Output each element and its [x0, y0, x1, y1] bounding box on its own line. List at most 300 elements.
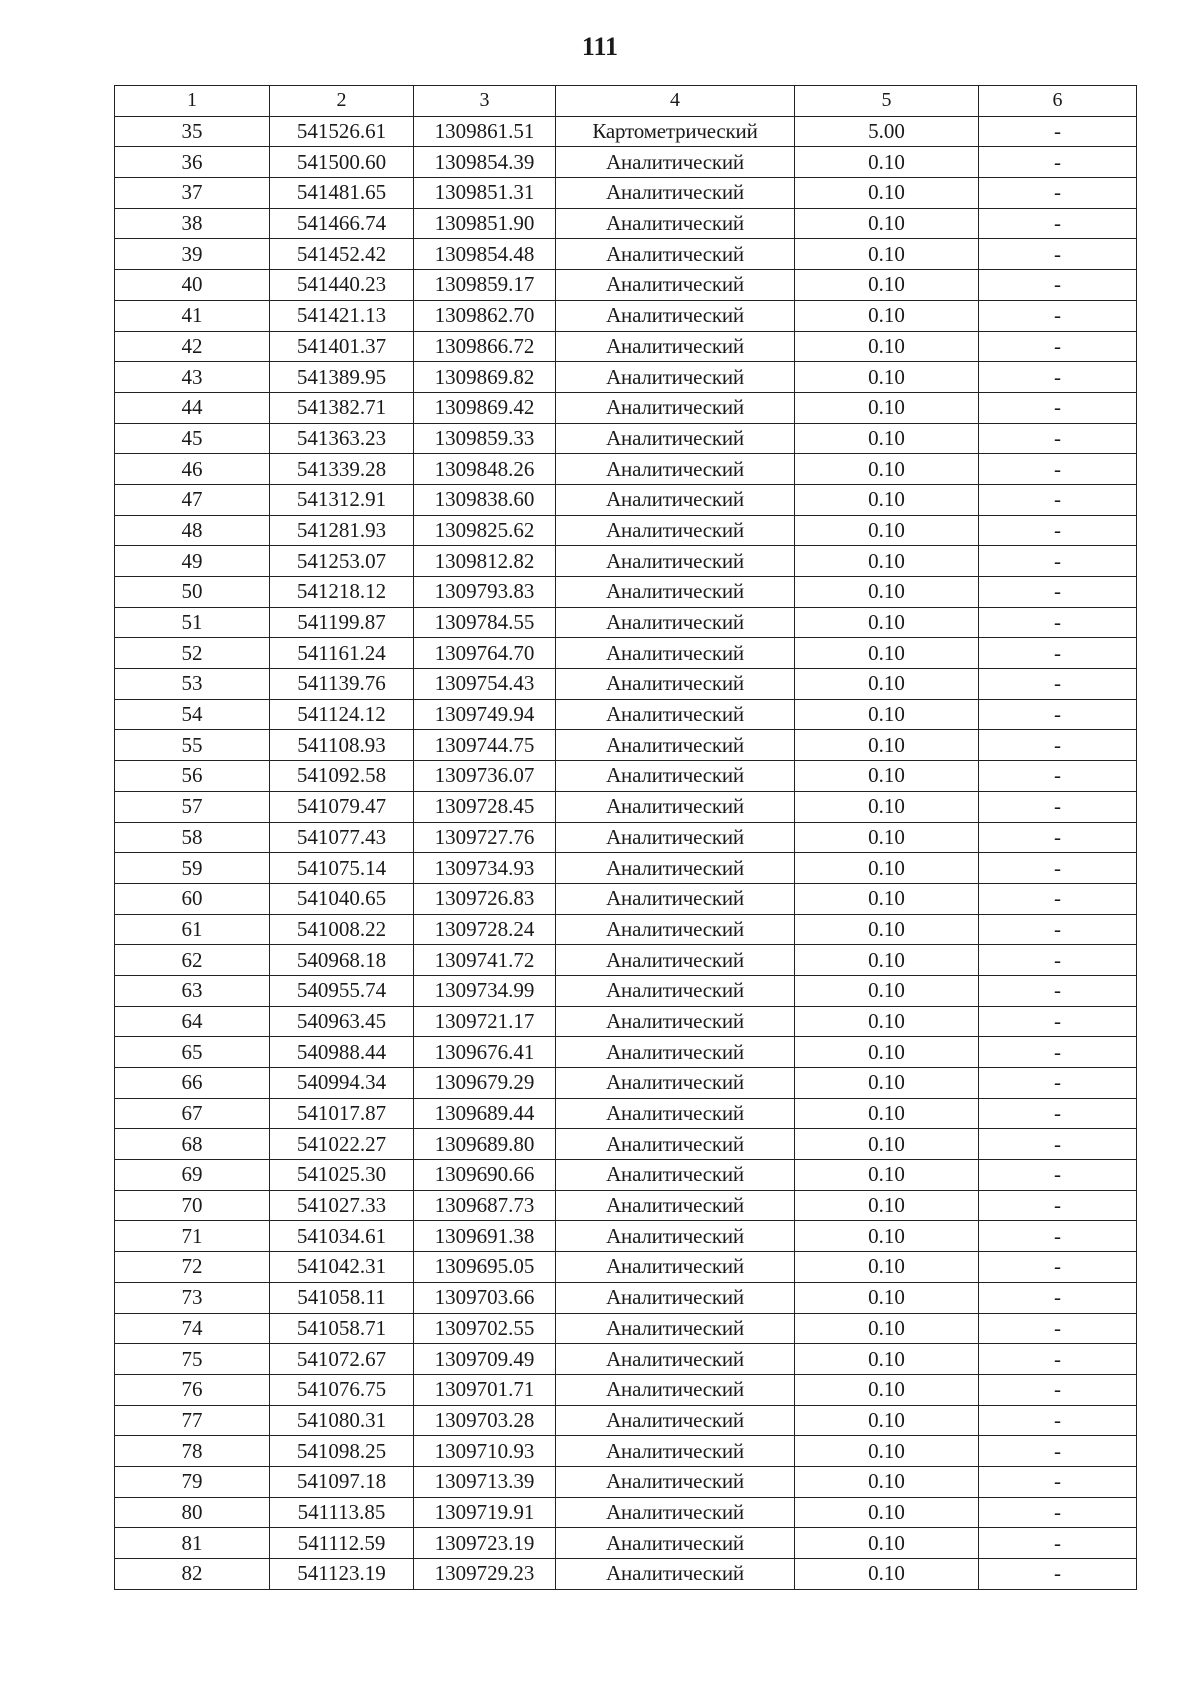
x-coordinate-cell: 541075.14: [270, 853, 414, 884]
x-coordinate-cell: 540968.18: [270, 945, 414, 976]
point-number-cell: 37: [115, 178, 270, 209]
method-cell: Аналитический: [556, 1221, 795, 1252]
x-coordinate-cell: 541124.12: [270, 699, 414, 730]
y-coordinate-cell: 1309690.66: [414, 1160, 556, 1191]
note-cell: -: [979, 1436, 1137, 1467]
method-cell: Аналитический: [556, 546, 795, 577]
note-cell: -: [979, 914, 1137, 945]
method-cell: Аналитический: [556, 1252, 795, 1283]
column-header-3: 3: [414, 86, 556, 117]
x-coordinate-cell: 540955.74: [270, 975, 414, 1006]
note-cell: -: [979, 454, 1137, 485]
accuracy-cell: 0.10: [795, 147, 979, 178]
point-number-cell: 51: [115, 607, 270, 638]
accuracy-cell: 0.10: [795, 1129, 979, 1160]
note-cell: -: [979, 730, 1137, 761]
table-row: [115, 883, 1137, 914]
accuracy-cell: 0.10: [795, 1528, 979, 1559]
y-coordinate-cell: 1309812.82: [414, 546, 556, 577]
accuracy-cell: 0.10: [795, 1006, 979, 1037]
accuracy-cell: 0.10: [795, 699, 979, 730]
point-number-cell: 64: [115, 1006, 270, 1037]
table-row: [115, 1497, 1137, 1528]
point-number-cell: 79: [115, 1466, 270, 1497]
method-cell: Аналитический: [556, 730, 795, 761]
y-coordinate-cell: 1309691.38: [414, 1221, 556, 1252]
table-row: [115, 822, 1137, 853]
column-header-1: 1: [115, 86, 270, 117]
x-coordinate-cell: 541440.23: [270, 270, 414, 301]
accuracy-cell: 0.10: [795, 1282, 979, 1313]
note-cell: -: [979, 1466, 1137, 1497]
table-row: [115, 1006, 1137, 1037]
table-row: [115, 761, 1137, 792]
method-cell: Аналитический: [556, 945, 795, 976]
x-coordinate-cell: 541500.60: [270, 147, 414, 178]
table-row: [115, 730, 1137, 761]
x-coordinate-cell: 541058.71: [270, 1313, 414, 1344]
y-coordinate-cell: 1309862.70: [414, 300, 556, 331]
method-cell: Аналитический: [556, 1129, 795, 1160]
x-coordinate-cell: 541098.25: [270, 1436, 414, 1467]
accuracy-cell: 0.10: [795, 331, 979, 362]
y-coordinate-cell: 1309736.07: [414, 761, 556, 792]
table-row: [115, 914, 1137, 945]
table-row: [115, 454, 1137, 485]
y-coordinate-cell: 1309848.26: [414, 454, 556, 485]
point-number-cell: 72: [115, 1252, 270, 1283]
table-row: [115, 515, 1137, 546]
method-cell: Аналитический: [556, 423, 795, 454]
point-number-cell: 55: [115, 730, 270, 761]
accuracy-cell: 0.10: [795, 1098, 979, 1129]
x-coordinate-cell: 541040.65: [270, 883, 414, 914]
method-cell: Аналитический: [556, 791, 795, 822]
table-row: [115, 607, 1137, 638]
note-cell: -: [979, 1528, 1137, 1559]
table-body: [115, 116, 1137, 1589]
point-number-cell: 70: [115, 1190, 270, 1221]
table-row: [115, 1559, 1137, 1590]
table-row: [115, 1190, 1137, 1221]
x-coordinate-cell: 540963.45: [270, 1006, 414, 1037]
note-cell: -: [979, 883, 1137, 914]
y-coordinate-cell: 1309710.93: [414, 1436, 556, 1467]
y-coordinate-cell: 1309744.75: [414, 730, 556, 761]
x-coordinate-cell: 541382.71: [270, 392, 414, 423]
x-coordinate-cell: 541042.31: [270, 1252, 414, 1283]
note-cell: -: [979, 1037, 1137, 1068]
note-cell: -: [979, 1405, 1137, 1436]
note-cell: -: [979, 239, 1137, 270]
accuracy-cell: 0.10: [795, 484, 979, 515]
column-header-2: 2: [270, 86, 414, 117]
table-row: [115, 116, 1137, 147]
x-coordinate-cell: 541097.18: [270, 1466, 414, 1497]
table-row: [115, 1344, 1137, 1375]
method-cell: Аналитический: [556, 1037, 795, 1068]
y-coordinate-cell: 1309754.43: [414, 669, 556, 700]
accuracy-cell: 0.10: [795, 270, 979, 301]
y-coordinate-cell: 1309702.55: [414, 1313, 556, 1344]
note-cell: -: [979, 147, 1137, 178]
x-coordinate-cell: 541112.59: [270, 1528, 414, 1559]
method-cell: Картометрический: [556, 116, 795, 147]
x-coordinate-cell: 541108.93: [270, 730, 414, 761]
method-cell: Аналитический: [556, 577, 795, 608]
accuracy-cell: 0.10: [795, 1190, 979, 1221]
x-coordinate-cell: 541113.85: [270, 1497, 414, 1528]
x-coordinate-cell: 541161.24: [270, 638, 414, 669]
note-cell: -: [979, 1313, 1137, 1344]
method-cell: Аналитический: [556, 362, 795, 393]
accuracy-cell: 0.10: [795, 822, 979, 853]
table-row: [115, 1221, 1137, 1252]
accuracy-cell: 0.10: [795, 975, 979, 1006]
y-coordinate-cell: 1309734.99: [414, 975, 556, 1006]
x-coordinate-cell: 541199.87: [270, 607, 414, 638]
note-cell: -: [979, 1006, 1137, 1037]
y-coordinate-cell: 1309689.80: [414, 1129, 556, 1160]
table-row: [115, 1068, 1137, 1099]
y-coordinate-cell: 1309695.05: [414, 1252, 556, 1283]
point-number-cell: 54: [115, 699, 270, 730]
x-coordinate-cell: 541312.91: [270, 484, 414, 515]
method-cell: Аналитический: [556, 454, 795, 485]
method-cell: Аналитический: [556, 1282, 795, 1313]
table-row: [115, 975, 1137, 1006]
table-row: [115, 362, 1137, 393]
accuracy-cell: 0.10: [795, 730, 979, 761]
point-number-cell: 63: [115, 975, 270, 1006]
x-coordinate-cell: 541218.12: [270, 577, 414, 608]
accuracy-cell: 5.00: [795, 116, 979, 147]
accuracy-cell: 0.10: [795, 454, 979, 485]
y-coordinate-cell: 1309676.41: [414, 1037, 556, 1068]
y-coordinate-cell: 1309825.62: [414, 515, 556, 546]
table-row: [115, 1436, 1137, 1467]
table-row: [115, 546, 1137, 577]
method-cell: Аналитический: [556, 975, 795, 1006]
accuracy-cell: 0.10: [795, 638, 979, 669]
page-number: 111: [581, 32, 619, 61]
accuracy-cell: 0.10: [795, 791, 979, 822]
table-row: [115, 1252, 1137, 1283]
point-number-cell: 67: [115, 1098, 270, 1129]
y-coordinate-cell: 1309866.72: [414, 331, 556, 362]
point-number-cell: 52: [115, 638, 270, 669]
accuracy-cell: 0.10: [795, 1344, 979, 1375]
note-cell: -: [979, 392, 1137, 423]
method-cell: Аналитический: [556, 392, 795, 423]
point-number-cell: 44: [115, 392, 270, 423]
y-coordinate-cell: 1309703.66: [414, 1282, 556, 1313]
x-coordinate-cell: 541526.61: [270, 116, 414, 147]
accuracy-cell: 0.10: [795, 607, 979, 638]
point-number-cell: 59: [115, 853, 270, 884]
point-number-cell: 47: [115, 484, 270, 515]
coordinates-table: [114, 85, 1137, 1590]
table-row: [115, 239, 1137, 270]
accuracy-cell: 0.10: [795, 577, 979, 608]
note-cell: -: [979, 1221, 1137, 1252]
method-cell: Аналитический: [556, 1405, 795, 1436]
note-cell: -: [979, 515, 1137, 546]
y-coordinate-cell: 1309728.24: [414, 914, 556, 945]
note-cell: -: [979, 1160, 1137, 1191]
note-cell: -: [979, 116, 1137, 147]
x-coordinate-cell: 541281.93: [270, 515, 414, 546]
table-row: [115, 208, 1137, 239]
y-coordinate-cell: 1309838.60: [414, 484, 556, 515]
note-cell: -: [979, 1344, 1137, 1375]
accuracy-cell: 0.10: [795, 1497, 979, 1528]
method-cell: Аналитический: [556, 1559, 795, 1590]
note-cell: -: [979, 362, 1137, 393]
table-row: [115, 1037, 1137, 1068]
note-cell: -: [979, 1497, 1137, 1528]
note-cell: -: [979, 791, 1137, 822]
table-row: [115, 638, 1137, 669]
accuracy-cell: 0.10: [795, 423, 979, 454]
method-cell: Аналитический: [556, 1006, 795, 1037]
method-cell: Аналитический: [556, 853, 795, 884]
y-coordinate-cell: 1309703.28: [414, 1405, 556, 1436]
y-coordinate-cell: 1309851.90: [414, 208, 556, 239]
method-cell: Аналитический: [556, 1528, 795, 1559]
accuracy-cell: 0.10: [795, 945, 979, 976]
method-cell: Аналитический: [556, 270, 795, 301]
y-coordinate-cell: 1309728.45: [414, 791, 556, 822]
y-coordinate-cell: 1309859.33: [414, 423, 556, 454]
method-cell: Аналитический: [556, 1344, 795, 1375]
accuracy-cell: 0.10: [795, 1405, 979, 1436]
note-cell: -: [979, 208, 1137, 239]
method-cell: Аналитический: [556, 638, 795, 669]
method-cell: Аналитический: [556, 484, 795, 515]
method-cell: Аналитический: [556, 239, 795, 270]
accuracy-cell: 0.10: [795, 761, 979, 792]
y-coordinate-cell: 1309734.93: [414, 853, 556, 884]
table-row: [115, 1160, 1137, 1191]
point-number-cell: 40: [115, 270, 270, 301]
table-row: [115, 392, 1137, 423]
accuracy-cell: 0.10: [795, 239, 979, 270]
x-coordinate-cell: 541079.47: [270, 791, 414, 822]
table-row: [115, 853, 1137, 884]
point-number-cell: 62: [115, 945, 270, 976]
note-cell: -: [979, 853, 1137, 884]
point-number-cell: 75: [115, 1344, 270, 1375]
method-cell: Аналитический: [556, 1313, 795, 1344]
y-coordinate-cell: 1309784.55: [414, 607, 556, 638]
accuracy-cell: 0.10: [795, 853, 979, 884]
y-coordinate-cell: 1309729.23: [414, 1559, 556, 1590]
accuracy-cell: 0.10: [795, 178, 979, 209]
accuracy-cell: 0.10: [795, 208, 979, 239]
method-cell: Аналитический: [556, 1160, 795, 1191]
accuracy-cell: 0.10: [795, 1068, 979, 1099]
y-coordinate-cell: 1309727.76: [414, 822, 556, 853]
accuracy-cell: 0.10: [795, 1436, 979, 1467]
table-row: [115, 1129, 1137, 1160]
y-coordinate-cell: 1309709.49: [414, 1344, 556, 1375]
note-cell: -: [979, 1129, 1137, 1160]
method-cell: Аналитический: [556, 178, 795, 209]
note-cell: -: [979, 1252, 1137, 1283]
x-coordinate-cell: 541072.67: [270, 1344, 414, 1375]
table-row: [115, 699, 1137, 730]
table-row: [115, 1282, 1137, 1313]
y-coordinate-cell: 1309793.83: [414, 577, 556, 608]
x-coordinate-cell: 541123.19: [270, 1559, 414, 1590]
method-cell: Аналитический: [556, 331, 795, 362]
table-row: [115, 1528, 1137, 1559]
x-coordinate-cell: 541027.33: [270, 1190, 414, 1221]
accuracy-cell: 0.10: [795, 669, 979, 700]
table-row: [115, 1466, 1137, 1497]
method-cell: Аналитический: [556, 1374, 795, 1405]
note-cell: -: [979, 822, 1137, 853]
table-row: [115, 484, 1137, 515]
point-number-cell: 56: [115, 761, 270, 792]
method-cell: Аналитический: [556, 1497, 795, 1528]
accuracy-cell: 0.10: [795, 362, 979, 393]
point-number-cell: 61: [115, 914, 270, 945]
y-coordinate-cell: 1309749.94: [414, 699, 556, 730]
accuracy-cell: 0.10: [795, 1313, 979, 1344]
x-coordinate-cell: 541421.13: [270, 300, 414, 331]
point-number-cell: 50: [115, 577, 270, 608]
x-coordinate-cell: 541008.22: [270, 914, 414, 945]
point-number-cell: 35: [115, 116, 270, 147]
method-cell: Аналитический: [556, 914, 795, 945]
x-coordinate-cell: 541092.58: [270, 761, 414, 792]
y-coordinate-cell: 1309701.71: [414, 1374, 556, 1405]
table-row: [115, 423, 1137, 454]
method-cell: Аналитический: [556, 515, 795, 546]
accuracy-cell: 0.10: [795, 1037, 979, 1068]
method-cell: Аналитический: [556, 1190, 795, 1221]
x-coordinate-cell: 540994.34: [270, 1068, 414, 1099]
point-number-cell: 82: [115, 1559, 270, 1590]
point-number-cell: 41: [115, 300, 270, 331]
point-number-cell: 68: [115, 1129, 270, 1160]
method-cell: Аналитический: [556, 208, 795, 239]
note-cell: -: [979, 699, 1137, 730]
point-number-cell: 74: [115, 1313, 270, 1344]
accuracy-cell: 0.10: [795, 914, 979, 945]
x-coordinate-cell: 541466.74: [270, 208, 414, 239]
method-cell: Аналитический: [556, 1466, 795, 1497]
table-row: [115, 1098, 1137, 1129]
accuracy-cell: 0.10: [795, 1252, 979, 1283]
accuracy-cell: 0.10: [795, 883, 979, 914]
column-header-6: 6: [979, 86, 1137, 117]
note-cell: -: [979, 1282, 1137, 1313]
accuracy-cell: 0.10: [795, 1160, 979, 1191]
point-number-cell: 66: [115, 1068, 270, 1099]
point-number-cell: 71: [115, 1221, 270, 1252]
point-number-cell: 69: [115, 1160, 270, 1191]
note-cell: -: [979, 300, 1137, 331]
note-cell: -: [979, 484, 1137, 515]
y-coordinate-cell: 1309721.17: [414, 1006, 556, 1037]
column-header-5: 5: [795, 86, 979, 117]
y-coordinate-cell: 1309764.70: [414, 638, 556, 669]
point-number-cell: 38: [115, 208, 270, 239]
point-number-cell: 57: [115, 791, 270, 822]
y-coordinate-cell: 1309741.72: [414, 945, 556, 976]
y-coordinate-cell: 1309869.82: [414, 362, 556, 393]
point-number-cell: 39: [115, 239, 270, 270]
x-coordinate-cell: 541389.95: [270, 362, 414, 393]
method-cell: Аналитический: [556, 883, 795, 914]
accuracy-cell: 0.10: [795, 515, 979, 546]
y-coordinate-cell: 1309726.83: [414, 883, 556, 914]
note-cell: -: [979, 178, 1137, 209]
y-coordinate-cell: 1309689.44: [414, 1098, 556, 1129]
table-row: [115, 1313, 1137, 1344]
x-coordinate-cell: 541034.61: [270, 1221, 414, 1252]
note-cell: -: [979, 1098, 1137, 1129]
table-row: [115, 147, 1137, 178]
y-coordinate-cell: 1309723.19: [414, 1528, 556, 1559]
point-number-cell: 42: [115, 331, 270, 362]
method-cell: Аналитический: [556, 1098, 795, 1129]
note-cell: -: [979, 1559, 1137, 1590]
table-row: [115, 331, 1137, 362]
point-number-cell: 73: [115, 1282, 270, 1313]
note-cell: -: [979, 1190, 1137, 1221]
x-coordinate-cell: 540988.44: [270, 1037, 414, 1068]
point-number-cell: 65: [115, 1037, 270, 1068]
point-number-cell: 43: [115, 362, 270, 393]
x-coordinate-cell: 541139.76: [270, 669, 414, 700]
x-coordinate-cell: 541481.65: [270, 178, 414, 209]
point-number-cell: 80: [115, 1497, 270, 1528]
table-row: [115, 669, 1137, 700]
point-number-cell: 77: [115, 1405, 270, 1436]
note-cell: -: [979, 607, 1137, 638]
note-cell: -: [979, 1374, 1137, 1405]
point-number-cell: 49: [115, 546, 270, 577]
point-number-cell: 53: [115, 669, 270, 700]
x-coordinate-cell: 541253.07: [270, 546, 414, 577]
table-row: [115, 1405, 1137, 1436]
x-coordinate-cell: 541363.23: [270, 423, 414, 454]
note-cell: -: [979, 577, 1137, 608]
y-coordinate-cell: 1309859.17: [414, 270, 556, 301]
point-number-cell: 46: [115, 454, 270, 485]
y-coordinate-cell: 1309679.29: [414, 1068, 556, 1099]
accuracy-cell: 0.10: [795, 1374, 979, 1405]
point-number-cell: 76: [115, 1374, 270, 1405]
x-coordinate-cell: 541401.37: [270, 331, 414, 362]
note-cell: -: [979, 945, 1137, 976]
method-cell: Аналитический: [556, 1068, 795, 1099]
x-coordinate-cell: 541025.30: [270, 1160, 414, 1191]
note-cell: -: [979, 270, 1137, 301]
y-coordinate-cell: 1309854.48: [414, 239, 556, 270]
table-row: [115, 270, 1137, 301]
method-cell: Аналитический: [556, 699, 795, 730]
point-number-cell: 81: [115, 1528, 270, 1559]
y-coordinate-cell: 1309869.42: [414, 392, 556, 423]
method-cell: Аналитический: [556, 300, 795, 331]
x-coordinate-cell: 541022.27: [270, 1129, 414, 1160]
note-cell: -: [979, 1068, 1137, 1099]
